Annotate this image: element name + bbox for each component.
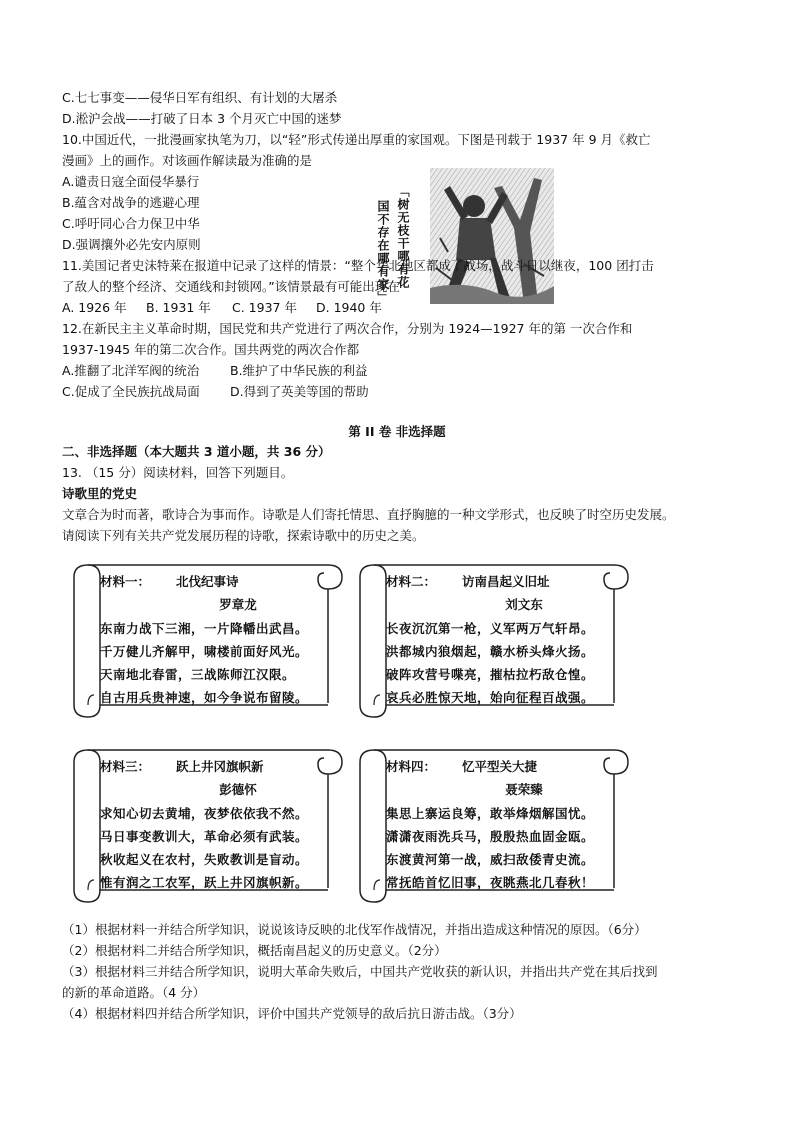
material-4-author: 聂荣臻: [505, 782, 543, 797]
q12-stem-line1: 12.在新民主主义革命时期，国民党和共产党进行了两次合作，分别为 1924—1927 年的第 一次合作和: [62, 321, 633, 336]
material-3-content: [100, 756, 336, 894]
q12-option-c: C.促成了全民族抗战局面: [62, 384, 200, 399]
material-1-line-3: 天南地北春雷，三战陈师江汉限。: [100, 667, 296, 682]
cartoon-caption-1: 「树无枝干哪有花: [396, 185, 410, 289]
material-3-title: 跃上井冈旗帜新: [176, 759, 264, 774]
material-3-author: 彭德怀: [219, 782, 257, 797]
q12-option-a: A.推翻了北洋军阀的统治: [62, 363, 200, 378]
question-4: （4）根据材料四并结合所学知识，评价中国共产党领导的敌后抗日游击战。（3分）: [62, 1006, 522, 1021]
question-1: （1）根据材料一并结合所学知识，说说该诗反映的北伐军作战情况，并指出造成这种情况的原因。（6分）: [62, 922, 647, 937]
section-heading: 二、非选择题（本大题共 3 道小题，共 36 分）: [62, 444, 331, 459]
material-2-label: 材料二：: [386, 574, 437, 589]
material-2-line-2: 洪都城内狼烟起，赣水桥头烽火扬。: [386, 644, 595, 659]
q11-option-a: A. 1926 年: [62, 300, 127, 315]
q11-option-d: D. 1940 年: [316, 300, 382, 315]
q12-option-b: B.维护了中华民族的利益: [230, 363, 368, 378]
material-scroll-2: [352, 555, 632, 725]
intro-line2: 请阅读下列有关共产党发展历程的诗歌，探索诗歌中的历史之美。: [62, 528, 425, 543]
question-2: （2）根据材料二并结合所学知识，概括南昌起义的历史意义。（2分）: [62, 943, 447, 958]
material-3-line-2: 马日事变教训大，革命必须有武装。: [100, 829, 309, 844]
section-title: 第 II 卷 非选择题: [348, 424, 446, 439]
q10-stem-line1: 10.中国近代，一批漫画家执笔为刀，以“轻”形式传递出厚重的家国观。下图是刊载于 1937 年 9 月《救亡: [62, 132, 651, 147]
question-3-line1: （3）根据材料三并结合所学知识，说明大革命失败后，中国共产党收获的新认识，并指出共产党在其后找到: [62, 964, 658, 979]
material-4-content: [386, 756, 622, 894]
option-d-prev: D.淞沪会战——打破了日本 3 个月灭亡中国的迷梦: [62, 111, 342, 126]
q11-option-c: C. 1937 年: [232, 300, 297, 315]
material-4-line-2: 潇潇夜雨洗兵马，殷殷热血固金瓯。: [386, 829, 595, 844]
q12-options-row2: [62, 382, 369, 402]
material-2-author: 刘文东: [505, 597, 543, 612]
intro-line1: 文章合为时而著，歌诗合为事而作。诗歌是人们寄托情思、直抒胸臆的一种文学形式，也反映了时空历史发展。: [62, 507, 675, 522]
material-1-author: 罗章龙: [219, 597, 257, 612]
q12-option-d: D.得到了英美等国的帮助: [230, 384, 369, 399]
q11-stem-line1: 11.美国记者史沫特莱在报道中记录了这样的情景：“整个华北地区都成了战场，战斗日以继夜，100 团打击: [62, 258, 654, 273]
material-2-line-3: 破阵攻营号喋亮，摧枯拉朽敌仓惶。: [386, 667, 595, 682]
material-4-label: 材料四：: [386, 759, 437, 774]
material-1-label: 材料一：: [100, 574, 151, 589]
q11-stem-line2: 了敌人的整个经济、交通线和封锁网。”该情景最有可能出现在: [62, 279, 400, 294]
q11-option-b: B. 1931 年: [146, 300, 211, 315]
material-4-line-4: 常抚皓首忆旧事，夜眺燕北几春秋！: [386, 875, 595, 890]
q10-option-d: D.强调攘外必先安内原则: [62, 237, 201, 252]
q10-option-a: A.谴责日寇全面侵华暴行: [62, 174, 200, 189]
material-3-line-3: 秋收起义在农村，失败教训是盲动。: [100, 852, 309, 867]
material-3-line-1: 求知心切去黄埔，夜梦依依我不然。: [100, 806, 309, 821]
q10-stem-line2: 漫画》上的画作。对该画作解读最为准确的是: [62, 153, 313, 168]
q12-stem-line2: 1937-1945 年的第二次合作。国共两党的两次合作都: [62, 342, 360, 357]
material-1-line-2: 千万健儿齐解甲，啸楼前面好风光。: [100, 644, 309, 659]
material-4-line-3: 东渡黄河第一战，威扫敌倭青史流。: [386, 852, 595, 867]
material-scroll-3: [66, 740, 346, 910]
material-1-content: [100, 571, 336, 709]
material-scroll-4: [352, 740, 632, 910]
question-3-line2: 的新的革命道路。（4 分）: [62, 985, 206, 1000]
material-1-line-1: 东南力战下三湘，一片降幡出武昌。: [100, 621, 309, 636]
cartoon-caption-2: 国不存在哪有家」: [376, 200, 390, 304]
material-4-line-1: 集思上寨运良筹，敢举烽烟解国忧。: [386, 806, 595, 821]
material-3-line-4: 惟有润之工农军，跃上井冈旗帜新。: [100, 875, 309, 890]
material-3-label: 材料三：: [100, 759, 151, 774]
q12-options-row1: [62, 361, 368, 381]
q10-option-b: B.蕴含对战争的逃避心理: [62, 195, 200, 210]
material-2-line-1: 长夜沉沉第一枪，义军两万气轩昂。: [386, 621, 595, 636]
material-2-content: [386, 571, 622, 709]
q11-options: [62, 298, 382, 318]
material-1-title: 北伐纪事诗: [176, 574, 239, 589]
poetry-subtitle: 诗歌里的党史: [62, 486, 138, 501]
material-2-line-4: 哀兵必胜惊天地，始向征程百战强。: [386, 690, 595, 705]
material-scroll-1: [66, 555, 346, 725]
q10-option-c: C.呼吁同心合力保卫中华: [62, 216, 200, 231]
material-2-title: 访南昌起义旧址: [462, 574, 550, 589]
option-c-prev: C.七七事变——侵华日军有组织、有计划的大屠杀: [62, 90, 338, 105]
material-4-title: 忆平型关大捷: [462, 759, 538, 774]
cartoon-illustration: [374, 168, 554, 304]
q13-stem: 13. （15 分）阅读材料，回答下列题目。: [62, 465, 294, 480]
material-1-line-4: 自古用兵贵神速，如今争说布留陵。: [100, 690, 309, 705]
